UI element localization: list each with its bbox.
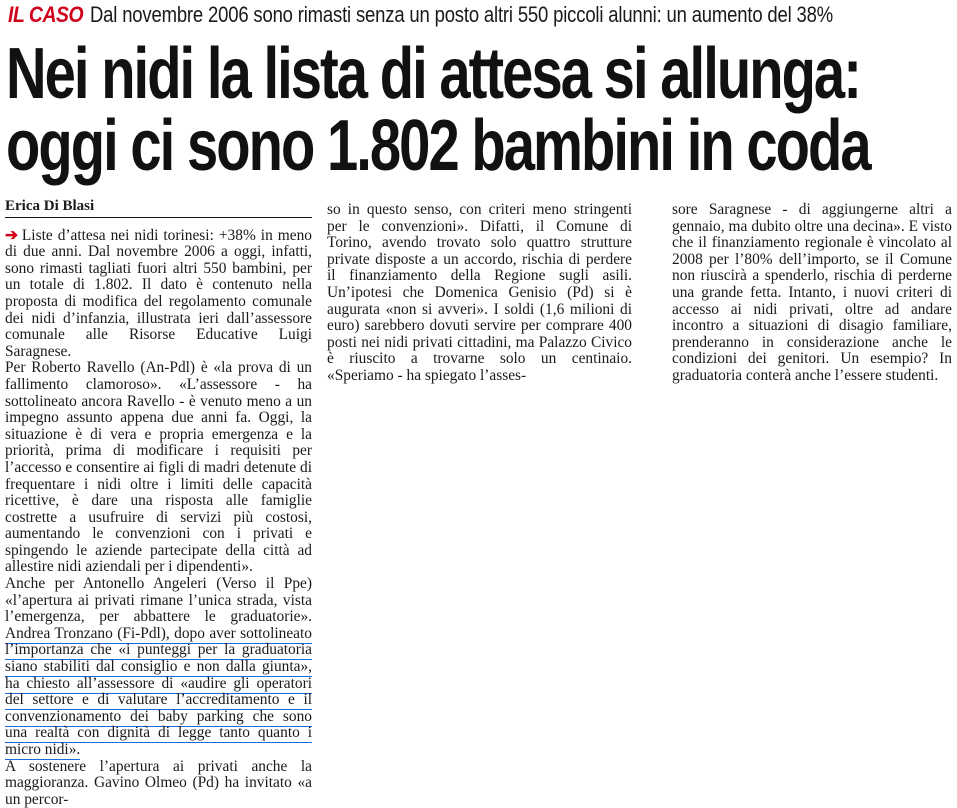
headline bbox=[6, 34, 870, 186]
section-tag: IL CASO bbox=[8, 2, 84, 27]
paragraph-column-2: so in questo senso, con criteri meno stringenti per le convenzioni». Difatti, il Comune di Torino, avendo trovato solo quattro strutture private disposte a un accordo, rischia di perdere il finanziamento della Regione sugli asili. Un’ipotesi che Domenica Genisio (Pd) si è augurata «non si avveri». I soldi (1,6 milioni di euro) sarebbero dovuti servire per comprare 400 posti nei nidi privati cittadini, ma Palazzo Civico è riuscito a trovarne solo un centinaio. «Speriamo - ha spiegato l’asses- bbox=[327, 201, 632, 384]
paragraph-angeleri-text: Anche per Antonello Angeleri (Verso il Ppe) «l’apertura ai privati rimane l’unica strada, vista l’emergenza, per abbattere le graduatorie». bbox=[5, 575, 312, 626]
article-column-2 bbox=[327, 202, 632, 385]
paragraph-olmeo: A sostenere l’apertura ai privati anche la maggioranza. Gavino Olmeo (Pd) ha invitato «a un percor- bbox=[5, 757, 312, 808]
arrow-right-icon: ➔ bbox=[5, 226, 18, 244]
article-column-3 bbox=[672, 202, 952, 385]
article-column-1 bbox=[5, 198, 312, 808]
kicker bbox=[8, 2, 953, 32]
lead-paragraph-text: Liste d’attesa nei nidi torinesi: +38% in meno di due anni. Dal novembre 2006 a oggi, infatti, sono rimasti tagliati fuori altri 550 bambini, per un totale di 1.802. Il dato è contenuto nella proposta di modifica del regolamento comunale dei nidi d’infanzia, illustrata ieri dall’assessore comunale alle Risorse Educative Luigi Saragnese. bbox=[5, 226, 312, 360]
headline-line-2: oggi ci sono 1.802 bambini in coda bbox=[6, 106, 870, 186]
paragraph-ravello: Per Roberto Ravello (An-Pdl) è «la prova di un fallimento clamoroso». «L’assessore - ha sottolineato ancora Ravello - è venuto meno a un impegno assunto appena due anni fa. Oggi, la situazione è di vera e propria emergenza e la priorità, prima di modificare i requisiti per l’accesso e consentire ai figli di madri detenute di frequentare i nidi oltre i limiti delle capacità ricettive, è dare una risposta alle famiglie costrette a usufruire di servizi più costosi, aumentando le convenzioni con i privati e spingendo le aziende partecipate della città ad allestire nidi aziendali per i dipendenti». bbox=[5, 359, 312, 576]
highlighted-passage: Andrea Tronzano (Fi-Pdl), dopo aver sottolineato l’importanza che «i punteggi per la graduatoria siano stabiliti dal consiglio e non dalla giunta», ha chiesto all’assessore di «audire gli operatori del settore e di valutare l’accreditamento e il convenzionamento dei baby parking che sono una realtà con dignità di legge tanto quanto i micro nidi». bbox=[5, 624, 312, 758]
headline-line-1: Nei nidi la lista di attesa si allunga: bbox=[6, 34, 860, 114]
kicker-subtitle: Dal novembre 2006 sono rimasti senza un posto altri 550 piccoli alunni: un aumento del 38% bbox=[90, 2, 834, 27]
byline: Erica Di Blasi bbox=[5, 198, 312, 218]
lead-paragraph bbox=[5, 228, 312, 361]
paragraph-angeleri bbox=[5, 576, 312, 759]
paragraph-column-3: sore Saragnese - di aggiungerne altri a gennaio, ma dubito oltre una decina». E visto che il finanziamento regionale è vincolato al 2008 per l’80% dell’importo, se il Comune non riuscirà a spenderlo, rischia di perderne una grande fetta. Intanto, i nuovi criteri di accesso ai nidi privati, oltre ad andare incontro a situazioni di disagio familiare, prenderanno in considerazione anche le condizioni dei genitori. Un esempio? In graduatoria conterà anche l’essere studenti. bbox=[672, 201, 952, 384]
